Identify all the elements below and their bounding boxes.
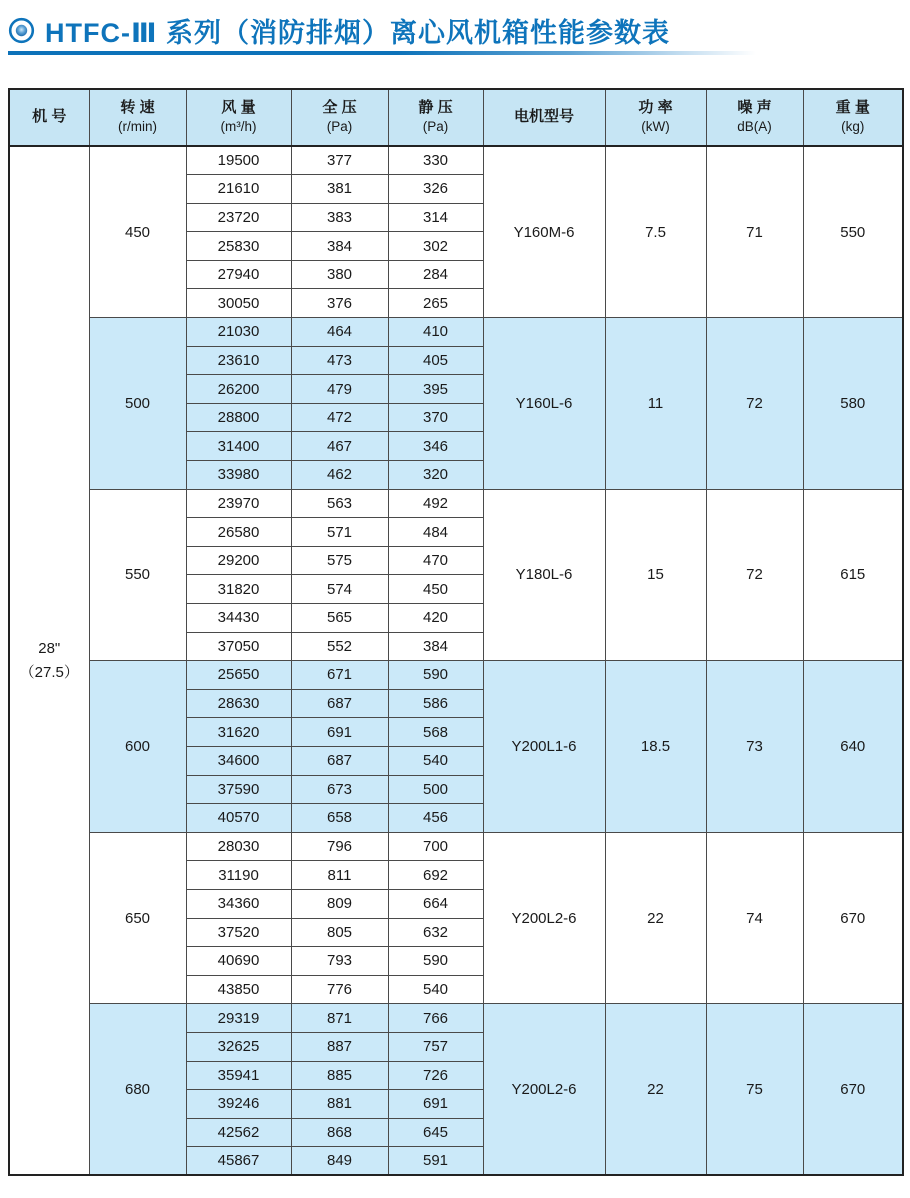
motor-cell: Y160L-6 — [483, 318, 605, 490]
total-pressure-cell: 809 — [291, 889, 388, 918]
flow-cell: 34600 — [186, 746, 291, 775]
flow-cell: 42562 — [186, 1118, 291, 1147]
col-header-unit: (Pa) — [326, 119, 353, 135]
flow-cell: 31820 — [186, 575, 291, 604]
col-header-unit: dB(A) — [737, 119, 772, 135]
flow-cell: 43850 — [186, 975, 291, 1004]
flow-cell: 26200 — [186, 375, 291, 404]
static-pressure-cell: 591 — [388, 1147, 483, 1176]
col-header-flow — [186, 89, 291, 146]
total-pressure-cell: 467 — [291, 432, 388, 461]
table-row — [9, 1004, 903, 1033]
power-cell: 22 — [605, 832, 706, 1004]
flow-cell: 45867 — [186, 1147, 291, 1176]
static-pressure-cell: 540 — [388, 975, 483, 1004]
static-pressure-cell: 540 — [388, 746, 483, 775]
static-pressure-cell: 590 — [388, 661, 483, 690]
static-pressure-cell: 410 — [388, 318, 483, 347]
speed-cell: 500 — [89, 318, 186, 490]
total-pressure-cell: 673 — [291, 775, 388, 804]
total-pressure-cell: 687 — [291, 746, 388, 775]
table-row — [9, 318, 903, 347]
flow-cell: 27940 — [186, 260, 291, 289]
power-cell: 7.5 — [605, 146, 706, 318]
bullseye-icon — [8, 17, 35, 44]
flow-cell: 23610 — [186, 346, 291, 375]
flow-cell: 40690 — [186, 947, 291, 976]
total-pressure-cell: 776 — [291, 975, 388, 1004]
total-pressure-cell: 464 — [291, 318, 388, 347]
total-pressure-cell: 377 — [291, 146, 388, 175]
motor-cell: Y160M-6 — [483, 146, 605, 318]
total-pressure-cell: 881 — [291, 1090, 388, 1119]
total-pressure-cell: 571 — [291, 518, 388, 547]
motor-cell: Y180L-6 — [483, 489, 605, 661]
total-pressure-cell: 793 — [291, 947, 388, 976]
static-pressure-cell: 405 — [388, 346, 483, 375]
static-pressure-cell: 420 — [388, 604, 483, 633]
col-header-power — [605, 89, 706, 146]
static-pressure-cell: 395 — [388, 375, 483, 404]
noise-cell: 74 — [706, 832, 803, 1004]
flow-cell: 37050 — [186, 632, 291, 661]
flow-cell: 28800 — [186, 403, 291, 432]
total-pressure-cell: 565 — [291, 604, 388, 633]
weight-cell: 580 — [803, 318, 903, 490]
static-pressure-cell: 691 — [388, 1090, 483, 1119]
static-pressure-cell: 586 — [388, 689, 483, 718]
static-pressure-cell: 757 — [388, 1032, 483, 1061]
weight-cell: 615 — [803, 489, 903, 661]
total-pressure-cell: 885 — [291, 1061, 388, 1090]
flow-cell: 30050 — [186, 289, 291, 318]
col-header-model-no — [9, 89, 89, 146]
static-pressure-cell: 284 — [388, 260, 483, 289]
col-header-label: 静 压 — [418, 98, 453, 116]
flow-cell: 33980 — [186, 461, 291, 490]
static-pressure-cell: 470 — [388, 546, 483, 575]
total-pressure-cell: 384 — [291, 232, 388, 261]
static-pressure-cell: 384 — [388, 632, 483, 661]
noise-cell: 71 — [706, 146, 803, 318]
noise-cell: 75 — [706, 1004, 803, 1176]
static-pressure-cell: 692 — [388, 861, 483, 890]
static-pressure-cell: 330 — [388, 146, 483, 175]
total-pressure-cell: 805 — [291, 918, 388, 947]
static-pressure-cell: 632 — [388, 918, 483, 947]
static-pressure-cell: 314 — [388, 203, 483, 232]
weight-cell: 670 — [803, 832, 903, 1004]
table-row — [9, 832, 903, 861]
static-pressure-cell: 766 — [388, 1004, 483, 1033]
power-cell: 15 — [605, 489, 706, 661]
col-header-label: 电机型号 — [513, 108, 574, 126]
total-pressure-cell: 552 — [291, 632, 388, 661]
total-pressure-cell: 871 — [291, 1004, 388, 1033]
total-pressure-cell: 671 — [291, 661, 388, 690]
total-pressure-cell: 574 — [291, 575, 388, 604]
total-pressure-cell: 462 — [291, 461, 388, 490]
col-header-static-pressure — [388, 89, 483, 146]
flow-cell: 39246 — [186, 1090, 291, 1119]
flow-cell: 29200 — [186, 546, 291, 575]
col-header-weight — [803, 89, 903, 146]
motor-cell: Y200L1-6 — [483, 661, 605, 833]
static-pressure-cell: 484 — [388, 518, 483, 547]
flow-cell: 21610 — [186, 175, 291, 204]
col-header-label: 转 速 — [120, 98, 155, 116]
static-pressure-cell: 726 — [388, 1061, 483, 1090]
weight-cell: 640 — [803, 661, 903, 833]
static-pressure-cell: 664 — [388, 889, 483, 918]
total-pressure-cell: 887 — [291, 1032, 388, 1061]
flow-cell: 23720 — [186, 203, 291, 232]
flow-cell: 25830 — [186, 232, 291, 261]
col-header-motor-model — [483, 89, 605, 146]
flow-cell: 23970 — [186, 489, 291, 518]
power-cell: 11 — [605, 318, 706, 490]
col-header-label: 风 量 — [221, 98, 256, 116]
noise-cell: 72 — [706, 318, 803, 490]
static-pressure-cell: 370 — [388, 403, 483, 432]
flow-cell: 31620 — [186, 718, 291, 747]
page-title: HTFC-Ⅲ 系列（消防排烟）离心风机箱性能参数表 — [45, 17, 670, 48]
header-row — [9, 89, 903, 146]
power-cell: 22 — [605, 1004, 706, 1176]
table-row — [9, 489, 903, 518]
static-pressure-cell: 450 — [388, 575, 483, 604]
speed-cell: 600 — [89, 661, 186, 833]
total-pressure-cell: 472 — [291, 403, 388, 432]
flow-cell: 29319 — [186, 1004, 291, 1033]
noise-cell: 72 — [706, 489, 803, 661]
static-pressure-cell: 500 — [388, 775, 483, 804]
flow-cell: 19500 — [186, 146, 291, 175]
model-size: 28" — [38, 639, 61, 657]
total-pressure-cell: 691 — [291, 718, 388, 747]
col-header-unit: (kW) — [641, 119, 670, 135]
total-pressure-cell: 849 — [291, 1147, 388, 1176]
performance-table — [8, 88, 904, 1176]
motor-cell: Y200L2-6 — [483, 1004, 605, 1176]
static-pressure-cell: 346 — [388, 432, 483, 461]
col-header-unit: (kg) — [841, 119, 865, 135]
col-header-unit: (r/min) — [118, 119, 157, 135]
noise-cell: 73 — [706, 661, 803, 833]
static-pressure-cell: 568 — [388, 718, 483, 747]
col-header-noise — [706, 89, 803, 146]
flow-cell: 37520 — [186, 918, 291, 947]
flow-cell: 28630 — [186, 689, 291, 718]
static-pressure-cell: 700 — [388, 832, 483, 861]
static-pressure-cell: 645 — [388, 1118, 483, 1147]
static-pressure-cell: 302 — [388, 232, 483, 261]
flow-cell: 34430 — [186, 604, 291, 633]
static-pressure-cell: 326 — [388, 175, 483, 204]
total-pressure-cell: 376 — [291, 289, 388, 318]
table-body — [9, 146, 903, 1175]
col-header-label: 噪 声 — [737, 98, 772, 116]
total-pressure-cell: 575 — [291, 546, 388, 575]
total-pressure-cell: 811 — [291, 861, 388, 890]
weight-cell: 670 — [803, 1004, 903, 1176]
col-header-label: 机 号 — [32, 108, 67, 126]
total-pressure-cell: 868 — [291, 1118, 388, 1147]
flow-cell: 21030 — [186, 318, 291, 347]
total-pressure-cell: 380 — [291, 260, 388, 289]
flow-cell: 26580 — [186, 518, 291, 547]
col-header-speed — [89, 89, 186, 146]
speed-cell: 550 — [89, 489, 186, 661]
static-pressure-cell: 265 — [388, 289, 483, 318]
col-header-unit: (Pa) — [422, 119, 449, 135]
flow-cell: 28030 — [186, 832, 291, 861]
model-size-alt: （27.5） — [19, 663, 79, 681]
col-header-label: 功 率 — [638, 98, 673, 116]
flow-cell: 31190 — [186, 861, 291, 890]
total-pressure-cell: 687 — [291, 689, 388, 718]
total-pressure-cell: 473 — [291, 346, 388, 375]
flow-cell: 35941 — [186, 1061, 291, 1090]
total-pressure-cell: 381 — [291, 175, 388, 204]
flow-cell: 31400 — [186, 432, 291, 461]
total-pressure-cell: 796 — [291, 832, 388, 861]
speed-cell: 650 — [89, 832, 186, 1004]
page-header — [8, 13, 902, 47]
total-pressure-cell: 479 — [291, 375, 388, 404]
col-header-label: 重 量 — [835, 98, 870, 116]
flow-cell: 32625 — [186, 1032, 291, 1061]
table-header — [9, 89, 903, 146]
static-pressure-cell: 590 — [388, 947, 483, 976]
table-row — [9, 661, 903, 690]
total-pressure-cell: 658 — [291, 804, 388, 833]
col-header-label: 全 压 — [322, 98, 357, 116]
static-pressure-cell: 492 — [388, 489, 483, 518]
speed-cell: 450 — [89, 146, 186, 318]
flow-cell: 40570 — [186, 804, 291, 833]
weight-cell: 550 — [803, 146, 903, 318]
total-pressure-cell: 383 — [291, 203, 388, 232]
col-header-unit: (m³/h) — [220, 119, 257, 135]
static-pressure-cell: 320 — [388, 461, 483, 490]
motor-cell: Y200L2-6 — [483, 832, 605, 1004]
total-pressure-cell: 563 — [291, 489, 388, 518]
flow-cell: 25650 — [186, 661, 291, 690]
flow-cell: 37590 — [186, 775, 291, 804]
col-header-total-pressure — [291, 89, 388, 146]
static-pressure-cell: 456 — [388, 804, 483, 833]
speed-cell: 680 — [89, 1004, 186, 1176]
model-cell — [9, 146, 89, 1175]
table-row — [9, 146, 903, 175]
title-underline — [8, 51, 756, 55]
power-cell: 18.5 — [605, 661, 706, 833]
flow-cell: 34360 — [186, 889, 291, 918]
